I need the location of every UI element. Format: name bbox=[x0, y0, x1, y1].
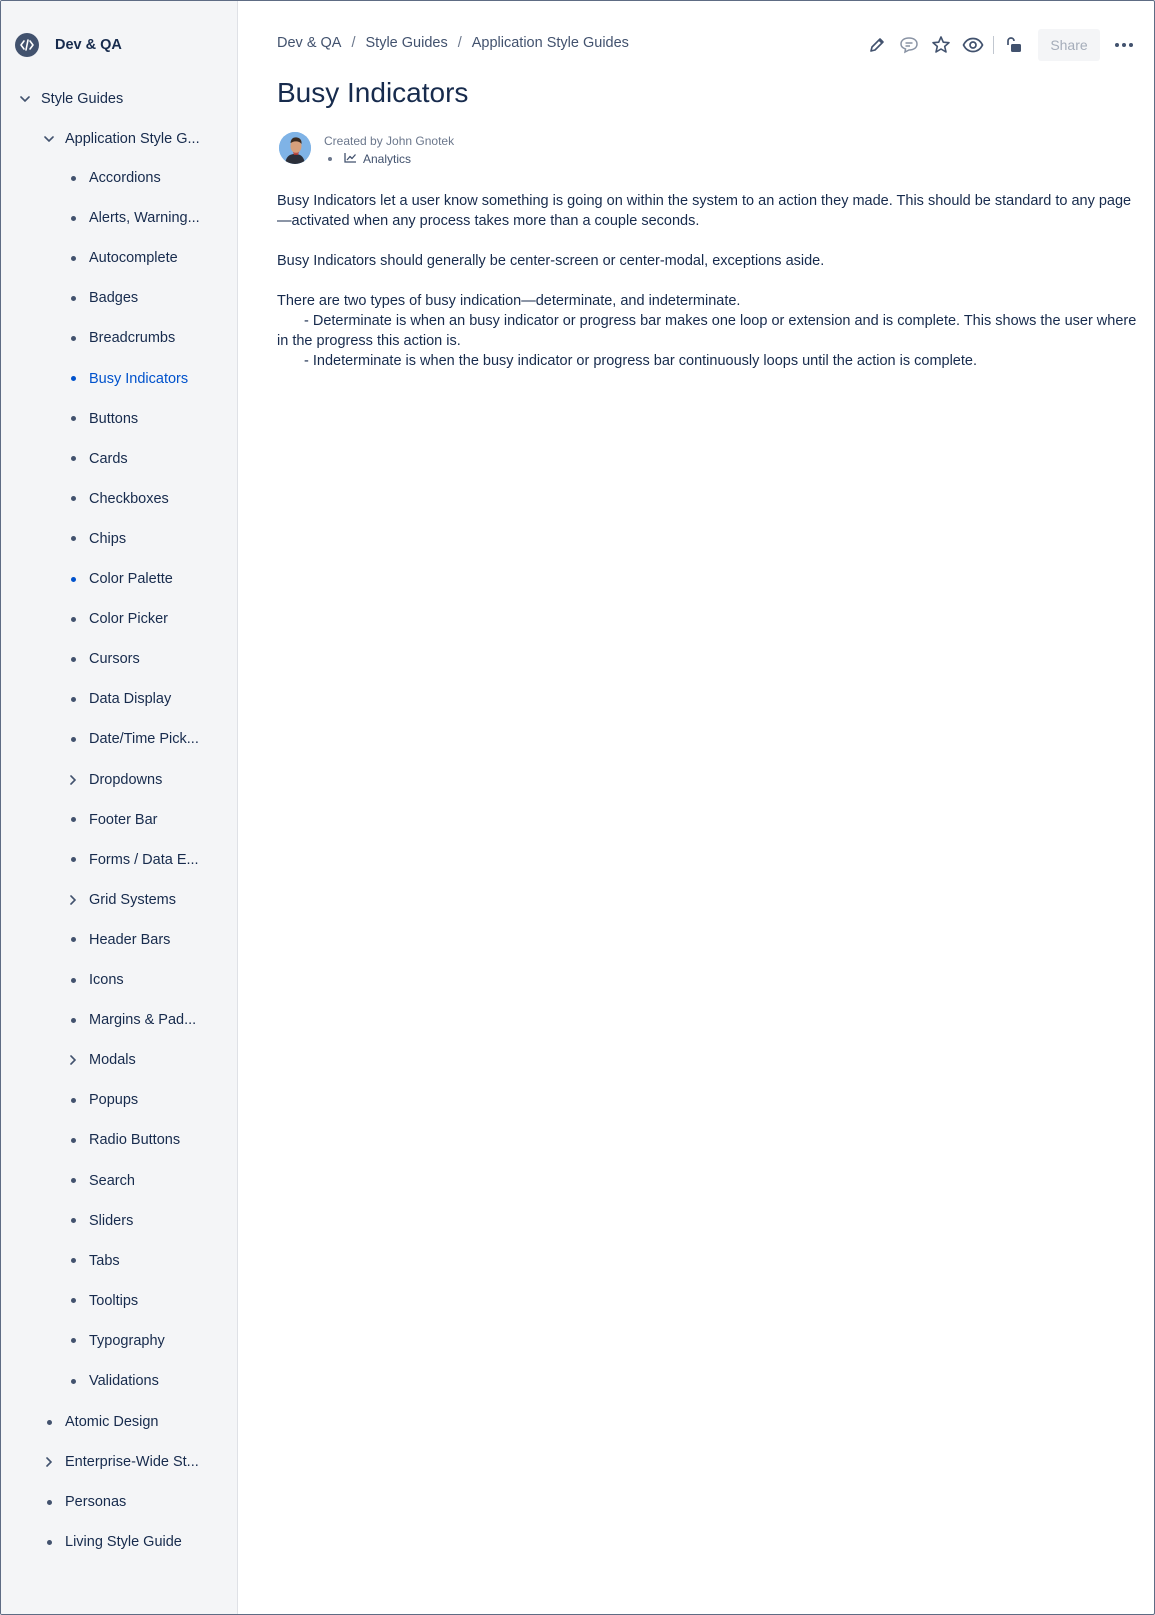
breadcrumb-separator: / bbox=[457, 35, 462, 51]
sidebar-page-item[interactable] bbox=[65, 928, 170, 952]
share-button[interactable]: Share bbox=[1038, 29, 1100, 61]
sidebar-page-label: Tooltips bbox=[89, 1292, 139, 1309]
sidebar-page-label: Busy Indicators bbox=[89, 370, 189, 387]
sidebar-page-item[interactable] bbox=[41, 1410, 158, 1434]
code-icon bbox=[15, 33, 39, 57]
chevron-right-icon[interactable] bbox=[65, 1052, 81, 1068]
bullet-dot bbox=[65, 371, 81, 387]
bullet-dot bbox=[65, 611, 81, 627]
space-name: Dev & QA bbox=[55, 37, 122, 53]
bullet-dot bbox=[65, 852, 81, 868]
sidebar-page-label: Header Bars bbox=[89, 931, 171, 948]
paragraph: Busy Indicators should generally be center-screen or center-modal, exceptions aside. bbox=[277, 253, 825, 269]
sidebar-page-label: Color Picker bbox=[89, 611, 168, 628]
sidebar-page-item[interactable] bbox=[65, 768, 162, 792]
analytics-link[interactable] bbox=[324, 150, 454, 168]
sidebar-page-item[interactable] bbox=[41, 1490, 126, 1514]
watch-icon[interactable] bbox=[957, 29, 989, 61]
sidebar-page-label: Data Display bbox=[89, 691, 172, 708]
sidebar-page-item[interactable] bbox=[65, 326, 175, 350]
bullet-dot bbox=[65, 812, 81, 828]
breadcrumb-separator: / bbox=[351, 35, 356, 51]
determinate-text: - Determinate is when an busy indicator or progress bar makes one loop or extension and is complete. This shows the user where in the progress this action is. bbox=[277, 313, 1137, 349]
bullet-dot bbox=[65, 571, 81, 587]
bullet-dot bbox=[41, 1494, 57, 1510]
bullet-dot bbox=[41, 1534, 57, 1550]
sidebar-page-label: Personas bbox=[65, 1494, 127, 1511]
sidebar-page-item[interactable] bbox=[65, 1209, 133, 1233]
tree-item-label: Application Style G... bbox=[65, 131, 200, 147]
sidebar-page-label: Dropdowns bbox=[89, 771, 163, 788]
sidebar-page-item[interactable] bbox=[65, 246, 178, 270]
bullet-dot bbox=[65, 1373, 81, 1389]
sidebar-page-label: Autocomplete bbox=[89, 250, 178, 267]
sidebar-page-label: Breadcrumbs bbox=[89, 330, 176, 347]
sidebar-page-item[interactable] bbox=[65, 1169, 135, 1193]
sidebar-page-item[interactable] bbox=[65, 607, 168, 631]
bullet bbox=[328, 157, 332, 161]
paragraph: There are two types of busy indication—determinate, and indeterminate. bbox=[277, 293, 741, 309]
sidebar-page-item[interactable] bbox=[65, 1048, 136, 1072]
sidebar-page-item[interactable] bbox=[65, 1008, 196, 1032]
sidebar-page-item[interactable] bbox=[65, 567, 173, 591]
space-header[interactable] bbox=[15, 33, 122, 57]
chevron-down-icon[interactable] bbox=[41, 131, 57, 147]
sidebar-page-item[interactable] bbox=[65, 647, 140, 671]
sidebar-page-item[interactable] bbox=[65, 727, 199, 751]
sidebar-page-item[interactable] bbox=[65, 166, 161, 190]
sidebar-page-item[interactable] bbox=[65, 808, 158, 832]
sidebar-page-item[interactable] bbox=[65, 1369, 159, 1393]
sidebar-page-item[interactable] bbox=[65, 487, 169, 511]
chevron-down-icon[interactable] bbox=[17, 91, 33, 107]
bullet-dot bbox=[65, 250, 81, 266]
tree-item-label: Style Guides bbox=[41, 91, 124, 107]
sidebar-page-label: Checkboxes bbox=[89, 490, 169, 507]
chevron-right-icon[interactable] bbox=[65, 892, 81, 908]
bullet-dot bbox=[65, 1012, 81, 1028]
more-icon[interactable] bbox=[1108, 29, 1140, 61]
sidebar-page-item[interactable] bbox=[65, 968, 124, 992]
sidebar-page-label: Modals bbox=[89, 1052, 136, 1069]
comment-icon[interactable] bbox=[893, 29, 925, 61]
chevron-right-icon[interactable] bbox=[41, 1454, 57, 1470]
sidebar-page-item[interactable] bbox=[65, 286, 138, 310]
sidebar-page-label: Enterprise-Wide St... bbox=[65, 1454, 199, 1471]
sidebar-page-label: Badges bbox=[89, 290, 139, 307]
sidebar-page-item[interactable] bbox=[65, 1249, 120, 1273]
sidebar-page-item[interactable] bbox=[41, 1450, 199, 1474]
sidebar-page-item[interactable] bbox=[65, 206, 200, 230]
sidebar-page-item[interactable] bbox=[65, 1329, 165, 1353]
bullet-dot bbox=[65, 1173, 81, 1189]
bullet-dot bbox=[65, 1293, 81, 1309]
bullet-dot bbox=[65, 531, 81, 547]
bullet-dot bbox=[65, 972, 81, 988]
sidebar-page-label: Margins & Pad... bbox=[89, 1012, 197, 1029]
sidebar-page-item[interactable] bbox=[65, 1289, 138, 1313]
bullet-dot bbox=[65, 1333, 81, 1349]
created-by[interactable]: Created by John Gnotek bbox=[324, 134, 455, 148]
breadcrumb bbox=[277, 35, 629, 51]
bullet-dot bbox=[65, 1253, 81, 1269]
toolbar-divider bbox=[993, 36, 994, 54]
sidebar-page-label: Accordions bbox=[89, 170, 161, 186]
sidebar-page-label: Living Style Guide bbox=[65, 1534, 182, 1551]
sidebar bbox=[1, 1, 238, 1614]
sidebar-page-label: Date/Time Pick... bbox=[89, 731, 199, 748]
bullet-dot bbox=[65, 1213, 81, 1229]
bullet-dot bbox=[65, 170, 81, 186]
bullet-dot bbox=[41, 1414, 57, 1430]
page-title: Busy Indicators bbox=[277, 77, 469, 108]
sidebar-page-item[interactable] bbox=[41, 1530, 182, 1554]
sidebar-page-label: Footer Bar bbox=[89, 811, 158, 828]
bullet-dot bbox=[65, 451, 81, 467]
breadcrumb-item[interactable]: Dev & QA bbox=[277, 35, 342, 51]
sidebar-page-label: Buttons bbox=[89, 410, 139, 427]
bullet-dot bbox=[65, 1132, 81, 1148]
page-byline bbox=[279, 132, 454, 168]
sidebar-page-item[interactable] bbox=[65, 447, 128, 471]
restrictions-icon[interactable] bbox=[998, 29, 1030, 61]
sidebar-page-label: Typography bbox=[89, 1332, 165, 1349]
page-body bbox=[277, 191, 1143, 371]
sidebar-page-label: Chips bbox=[89, 530, 127, 547]
sidebar-page-label: Atomic Design bbox=[65, 1414, 159, 1430]
tree-item-application-style-guides[interactable] bbox=[41, 127, 200, 151]
sidebar-page-item[interactable] bbox=[65, 687, 171, 711]
bullet-dot bbox=[65, 651, 81, 667]
sidebar-page-label: Validations bbox=[89, 1373, 159, 1389]
edit-icon[interactable] bbox=[861, 29, 893, 61]
analytics-label: Analytics bbox=[363, 152, 412, 166]
breadcrumb-item[interactable]: Application Style Guides bbox=[471, 35, 629, 51]
sidebar-page-item[interactable] bbox=[65, 888, 176, 912]
sidebar-page-item[interactable] bbox=[65, 407, 138, 431]
sidebar-page-label: Alerts, Warning... bbox=[89, 210, 200, 227]
sidebar-page-label: Forms / Data E... bbox=[89, 851, 199, 868]
bullet-dot bbox=[65, 1092, 81, 1108]
sidebar-page-item[interactable] bbox=[65, 848, 199, 872]
bullet-dot bbox=[65, 330, 81, 346]
sidebar-page-item[interactable] bbox=[65, 527, 126, 551]
analytics-icon bbox=[344, 150, 357, 168]
sidebar-page-label: Radio Buttons bbox=[89, 1132, 181, 1149]
bullet-dot bbox=[65, 491, 81, 507]
star-icon[interactable] bbox=[925, 29, 957, 61]
page-toolbar bbox=[861, 29, 1140, 61]
bullet-dot bbox=[65, 210, 81, 226]
sidebar-page-label: Color Palette bbox=[89, 571, 173, 587]
bullet-dot bbox=[65, 691, 81, 707]
bullet-dot bbox=[65, 731, 81, 747]
sidebar-page-label: Grid Systems bbox=[89, 891, 177, 908]
sidebar-page-label: Sliders bbox=[89, 1212, 134, 1229]
sidebar-page-item[interactable] bbox=[65, 1088, 138, 1112]
sidebar-page-label: Icons bbox=[89, 972, 124, 988]
sidebar-page-item[interactable] bbox=[65, 1128, 180, 1152]
bullet-dot bbox=[65, 932, 81, 948]
sidebar-page-label: Popups bbox=[89, 1092, 139, 1109]
chevron-right-icon[interactable] bbox=[65, 772, 81, 788]
paragraph: Busy Indicators let a user know something is going on within the system to an action they made. This should be standard to any page—activated when any process takes more than a couple seconds. bbox=[277, 193, 1132, 229]
bullet-dot bbox=[65, 290, 81, 306]
sidebar-page-label: Cursors bbox=[89, 651, 140, 668]
bullet-dot bbox=[65, 411, 81, 427]
breadcrumb-item[interactable]: Style Guides bbox=[365, 35, 448, 51]
types-section bbox=[277, 291, 1143, 371]
sidebar-page-item[interactable] bbox=[65, 367, 188, 391]
sidebar-page-label: Search bbox=[89, 1172, 135, 1189]
avatar[interactable] bbox=[279, 132, 311, 164]
tree-item-style-guides[interactable] bbox=[17, 87, 123, 111]
indeterminate-text: - Indeterminate is when the busy indicator or progress bar continuously loops until the action is complete. bbox=[304, 353, 977, 369]
sidebar-page-label: Cards bbox=[89, 450, 128, 467]
sidebar-page-label: Tabs bbox=[89, 1252, 120, 1269]
